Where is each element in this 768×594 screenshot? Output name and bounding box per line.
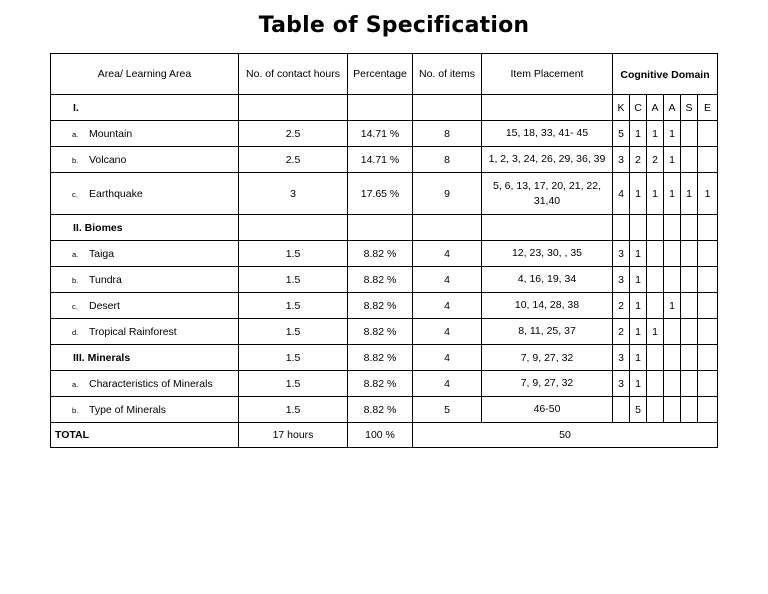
total-label: TOTAL	[51, 423, 239, 448]
section-title: I.	[51, 95, 239, 121]
item-name: Earthquake	[89, 187, 143, 200]
section-domain-cell: S	[681, 95, 698, 121]
item-name: Tundra	[89, 273, 122, 286]
item-name: Characteristics of Minerals	[89, 377, 213, 390]
item-name: Taiga	[89, 247, 115, 260]
section-row	[51, 215, 718, 241]
domain-cell	[681, 371, 698, 397]
items-cell: 4	[413, 241, 482, 267]
domain-cell: 1	[681, 173, 698, 215]
domain-cell	[698, 397, 718, 423]
section-domain-cell	[630, 215, 647, 241]
section-domain-cell: A	[647, 95, 664, 121]
domain-cell: 1	[664, 173, 681, 215]
section-percentage-cell: 8.82 %	[348, 345, 413, 371]
hours-cell: 2.5	[239, 147, 348, 173]
section-domain-cell	[664, 345, 681, 371]
percentage-cell: 8.82 %	[348, 293, 413, 319]
domain-cell	[647, 241, 664, 267]
domain-cell	[681, 147, 698, 173]
domain-cell: 2	[647, 147, 664, 173]
item-marker: c.	[72, 189, 78, 199]
domain-cell	[613, 397, 630, 423]
domain-cell: 1	[630, 241, 647, 267]
item-marker: a.	[72, 379, 79, 389]
domain-cell: 5	[613, 121, 630, 147]
domain-cell: 1	[647, 173, 664, 215]
domain-cell	[698, 267, 718, 293]
section-items-cell: 4	[413, 345, 482, 371]
section-placement-cell	[482, 215, 613, 241]
section-row	[51, 95, 718, 121]
domain-cell	[681, 241, 698, 267]
area-cell	[51, 397, 239, 423]
domain-cell: 1	[664, 293, 681, 319]
section-hours-cell	[239, 95, 348, 121]
items-cell: 4	[413, 267, 482, 293]
domain-cell: 3	[613, 267, 630, 293]
table-row	[51, 267, 718, 293]
item-marker: c.	[72, 301, 78, 311]
domain-cell: 1	[630, 173, 647, 215]
area-cell	[51, 173, 239, 215]
placement-cell: 12, 23, 30, , 35	[482, 241, 613, 267]
domain-cell	[647, 397, 664, 423]
domain-cell: 1	[647, 121, 664, 147]
domain-cell: 1	[630, 371, 647, 397]
area-cell	[51, 371, 239, 397]
total-hours: 17 hours	[239, 423, 348, 448]
total-items: 50	[413, 423, 718, 448]
percentage-cell: 8.82 %	[348, 371, 413, 397]
header-hours: No. of contact hours	[239, 54, 348, 95]
item-marker: a.	[72, 249, 79, 259]
domain-cell	[698, 293, 718, 319]
item-marker: b.	[72, 155, 79, 165]
section-domain-cell: E	[698, 95, 718, 121]
domain-cell	[698, 121, 718, 147]
section-items-cell	[413, 95, 482, 121]
header-cognitive-domain-label: Cognitive Domain	[620, 69, 710, 81]
document-title: Table of Specification	[258, 13, 530, 38]
area-cell	[51, 241, 239, 267]
domain-cell: 4	[613, 173, 630, 215]
items-cell: 4	[413, 319, 482, 345]
placement-cell: 4, 16, 19, 34	[482, 267, 613, 293]
domain-cell: 1	[698, 173, 718, 215]
hours-cell: 1.5	[239, 319, 348, 345]
section-domain-cell	[681, 215, 698, 241]
domain-cell: 1	[664, 147, 681, 173]
section-domain-cell: 1	[630, 345, 647, 371]
specification-table	[50, 53, 718, 448]
section-percentage-cell	[348, 215, 413, 241]
section-title: II. Biomes	[51, 215, 239, 241]
domain-cell	[647, 371, 664, 397]
table-row	[51, 397, 718, 423]
area-cell	[51, 267, 239, 293]
items-cell: 5	[413, 397, 482, 423]
section-title: III. Minerals	[51, 345, 239, 371]
percentage-cell: 8.82 %	[348, 397, 413, 423]
domain-cell: 5	[630, 397, 647, 423]
table-row	[51, 293, 718, 319]
domain-cell	[664, 241, 681, 267]
items-cell: 4	[413, 371, 482, 397]
domain-cell: 2	[613, 319, 630, 345]
section-domain-cell: A	[664, 95, 681, 121]
items-cell: 8	[413, 147, 482, 173]
table-row	[51, 121, 718, 147]
area-cell	[51, 293, 239, 319]
table-row	[51, 371, 718, 397]
section-domain-cell	[664, 215, 681, 241]
hours-cell: 2.5	[239, 121, 348, 147]
total-row	[51, 423, 718, 448]
domain-cell	[664, 267, 681, 293]
header-items: No. of items	[413, 54, 482, 95]
domain-cell	[681, 397, 698, 423]
section-domain-cell	[613, 215, 630, 241]
section-placement-cell	[482, 95, 613, 121]
item-marker: b.	[72, 405, 79, 415]
percentage-cell: 8.82 %	[348, 267, 413, 293]
section-domain-cell: C	[630, 95, 647, 121]
section-domain-cell: 3	[613, 345, 630, 371]
domain-cell	[681, 293, 698, 319]
header-area: Area/ Learning Area	[51, 54, 239, 95]
header-placement: Item Placement	[482, 54, 613, 95]
domain-cell	[664, 319, 681, 345]
item-name: Mountain	[89, 127, 133, 140]
section-row	[51, 345, 718, 371]
percentage-cell: 14.71 %	[348, 121, 413, 147]
domain-cell	[681, 319, 698, 345]
table-row	[51, 319, 718, 345]
section-domain-cell	[647, 215, 664, 241]
item-marker: d.	[72, 327, 79, 337]
item-name: Type of Minerals	[89, 403, 167, 416]
section-placement-cell: 7, 9, 27, 32	[482, 345, 613, 371]
domain-cell	[698, 241, 718, 267]
placement-cell: 8, 11, 25, 37	[482, 319, 613, 345]
item-name: Volcano	[89, 153, 127, 166]
items-cell: 4	[413, 293, 482, 319]
domain-cell: 3	[613, 371, 630, 397]
percentage-cell: 17.65 %	[348, 173, 413, 215]
header-row	[51, 54, 718, 95]
hours-cell: 1.5	[239, 397, 348, 423]
section-domain-cell	[698, 345, 718, 371]
item-marker: a.	[72, 129, 79, 139]
hours-cell: 3	[239, 173, 348, 215]
domain-cell: 1	[630, 293, 647, 319]
domain-cell	[664, 371, 681, 397]
domain-cell: 1	[630, 319, 647, 345]
domain-cell	[681, 267, 698, 293]
area-cell	[51, 147, 239, 173]
percentage-cell: 14.71 %	[348, 147, 413, 173]
placement-cell: 7, 9, 27, 32	[482, 371, 613, 397]
domain-cell: 2	[613, 293, 630, 319]
total-percentage: 100 %	[348, 423, 413, 448]
table-row	[51, 173, 718, 215]
domain-cell: 3	[613, 241, 630, 267]
section-hours-cell: 1.5	[239, 345, 348, 371]
section-domain-cell	[647, 345, 664, 371]
domain-cell	[681, 121, 698, 147]
domain-cell: 2	[630, 147, 647, 173]
table-row	[51, 241, 718, 267]
placement-cell: 1, 2, 3, 24, 26, 29, 36, 39	[482, 147, 613, 173]
percentage-cell: 8.82 %	[348, 241, 413, 267]
domain-cell	[698, 371, 718, 397]
placement-cell: 46-50	[482, 397, 613, 423]
section-hours-cell	[239, 215, 348, 241]
domain-cell: 1	[630, 121, 647, 147]
section-domain-cell	[681, 345, 698, 371]
domain-cell	[698, 147, 718, 173]
table-row	[51, 147, 718, 173]
item-marker: b.	[72, 275, 79, 285]
hours-cell: 1.5	[239, 241, 348, 267]
placement-cell: 15, 18, 33, 41- 45	[482, 121, 613, 147]
items-cell: 9	[413, 173, 482, 215]
domain-cell: 1	[647, 319, 664, 345]
domain-cell	[647, 267, 664, 293]
hours-cell: 1.5	[239, 371, 348, 397]
header-percentage: Percentage	[348, 54, 413, 95]
percentage-cell: 8.82 %	[348, 319, 413, 345]
domain-cell: 3	[613, 147, 630, 173]
section-domain-cell	[698, 215, 718, 241]
section-domain-cell: K	[613, 95, 630, 121]
domain-cell	[664, 397, 681, 423]
domain-cell: 1	[630, 267, 647, 293]
hours-cell: 1.5	[239, 267, 348, 293]
area-cell	[51, 319, 239, 345]
domain-cell	[698, 319, 718, 345]
section-percentage-cell	[348, 95, 413, 121]
area-cell	[51, 121, 239, 147]
header-cognitive-domain	[613, 54, 718, 95]
item-name: Desert	[89, 299, 120, 312]
section-items-cell	[413, 215, 482, 241]
hours-cell: 1.5	[239, 293, 348, 319]
item-name: Tropical Rainforest	[89, 325, 177, 338]
domain-cell	[647, 293, 664, 319]
placement-cell: 5, 6, 13, 17, 20, 21, 22, 31,40	[482, 173, 613, 215]
placement-cell: 10, 14, 28, 38	[482, 293, 613, 319]
domain-cell: 1	[664, 121, 681, 147]
items-cell: 8	[413, 121, 482, 147]
